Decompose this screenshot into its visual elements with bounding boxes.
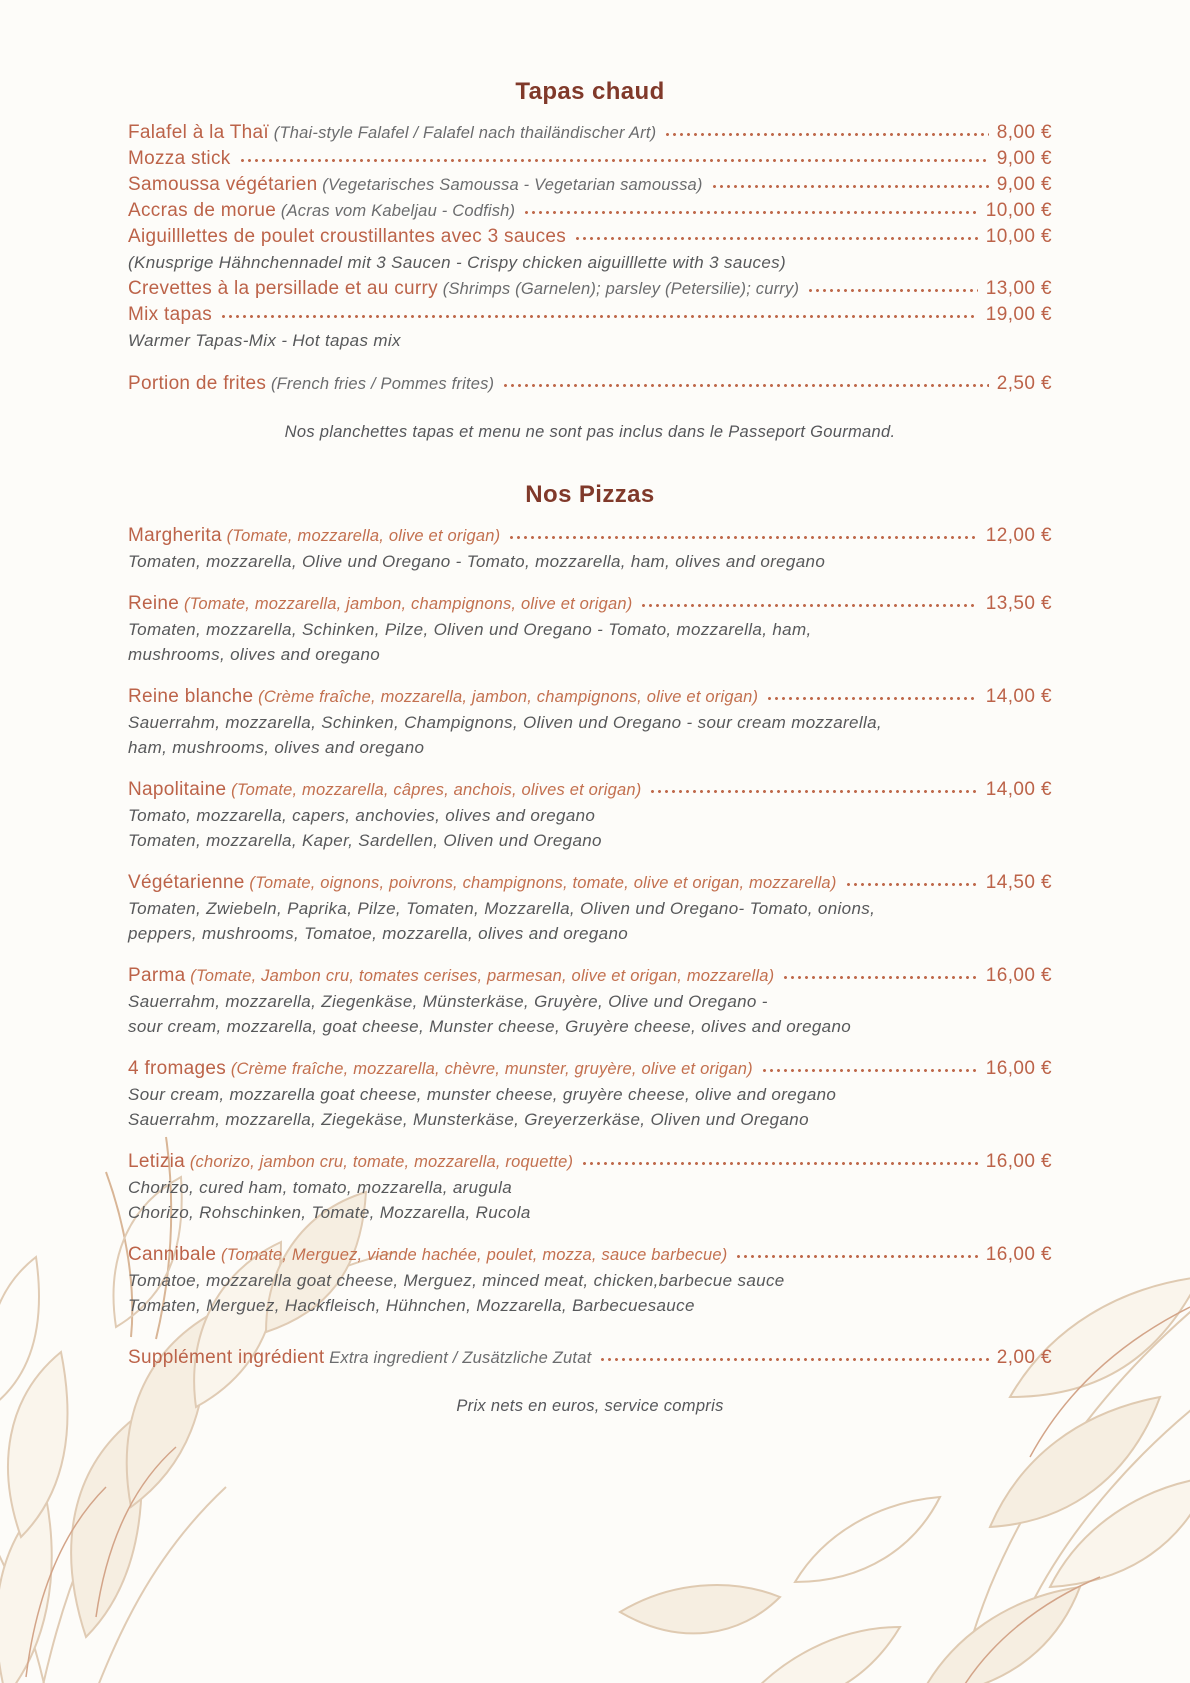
menu-item xyxy=(128,371,1052,397)
menu-content xyxy=(128,0,1052,1419)
dotted-leader xyxy=(599,1345,988,1371)
menu-item xyxy=(128,1242,1052,1319)
item-price: 13,50 € xyxy=(985,592,1052,614)
item-description: Warmer Tapas-Mix - Hot tapas mix xyxy=(128,330,401,350)
item-description: Tomaten, Zwiebeln, Paprika, Pilze, Tomaten, Mozzarella, Oliven und Oregano- Tomato, onions, xyxy=(128,898,876,918)
section-title-nos-pizzas: Nos Pizzas xyxy=(525,481,655,508)
item-name: Supplément ingrédient Extra ingredient / Zusätzliche Zutat xyxy=(128,1346,592,1368)
menu-item-row xyxy=(128,146,1052,172)
item-price: 12,00 € xyxy=(985,525,1052,546)
item-price: 16,00 € xyxy=(985,964,1052,986)
item-price: 9,00 € xyxy=(996,174,1052,195)
item-subtitle: (Vegetarisches Samoussa - Vegetarian samoussa) xyxy=(317,176,703,194)
item-price: 2,00 € xyxy=(996,1346,1052,1368)
menu-section-nos-pizzas xyxy=(128,481,1052,1419)
menu-item-row xyxy=(128,120,1052,146)
menu-item xyxy=(128,224,1052,276)
item-subtitle: Extra ingredient / Zusätzliche Zutat xyxy=(324,1348,592,1367)
item-price: 19,00 € xyxy=(985,303,1052,325)
item-price: 14,00 € xyxy=(985,685,1052,707)
menu-item-row xyxy=(128,1056,1052,1082)
item-price: 14,00 € xyxy=(985,778,1052,800)
item-subtitle: (Crème fraîche, mozzarella, jambon, champignons, olive et origan) xyxy=(253,687,759,706)
item-subtitle: (Acras vom Kabeljau - Codfish) xyxy=(276,202,516,220)
item-name: Végétarienne (Tomate, oignons, poivrons, champignons, tomate, olive et origan, mozzarella) xyxy=(128,871,837,893)
item-description: Tomato, mozzarella, capers, anchovies, olives and oregano xyxy=(128,805,596,825)
item-subtitle: (Tomate, Jambon cru, tomates cerises, parmesan, olive et origan, mozzarella) xyxy=(185,966,775,985)
item-description: Tomaten, mozzarella, Olive und Oregano - Tomato, mozzarella, ham, olives and oregano xyxy=(128,552,826,571)
item-price: 10,00 € xyxy=(985,226,1052,247)
item-price: 9,00 € xyxy=(996,148,1052,169)
item-subtitle: (Tomate, mozzarella, câpres, anchois, olives et origan) xyxy=(226,780,642,799)
item-name: Mix tapas xyxy=(128,303,213,325)
item-name: Letizia (chorizo, jambon cru, tomate, mozzarella, roquette) xyxy=(128,1150,574,1172)
menu-item-row xyxy=(128,870,1052,896)
item-name: Reine blanche (Crème fraîche, mozzarella, jambon, champignons, olive et origan) xyxy=(128,685,759,707)
menu-item xyxy=(128,591,1052,668)
dotted-leader xyxy=(640,591,977,617)
item-name: 4 fromages (Crème fraîche, mozzarella, chèvre, munster, gruyère, olive et origan) xyxy=(128,1057,753,1079)
menu-item xyxy=(128,870,1052,947)
item-description: Sauerrahm, mozzarella, Ziegekäse, Munsterkäse, Greyerzerkäse, Oliven und Oregano xyxy=(128,1110,809,1129)
item-subtitle: (chorizo, jambon cru, tomate, mozzarella, roquette) xyxy=(185,1152,574,1171)
item-name: Parma (Tomate, Jambon cru, tomates cerises, parmesan, olive et origan, mozzarella) xyxy=(128,964,775,986)
dotted-leader xyxy=(664,120,988,146)
menu-item xyxy=(128,1149,1052,1226)
item-subtitle: (French fries / Pommes frites) xyxy=(266,375,495,393)
item-name: Margherita (Tomate, mozzarella, olive et origan) xyxy=(128,525,501,546)
item-name: Napolitaine (Tomate, mozzarella, câpres, anchois, olives et origan) xyxy=(128,778,642,800)
item-name: Reine (Tomate, mozzarella, jambon, champignons, olive et origan) xyxy=(128,592,633,614)
dotted-leader xyxy=(649,777,977,803)
menu-item-row xyxy=(128,963,1052,989)
menu-item xyxy=(128,172,1052,198)
section-note-tapas-chaud: Nos planchettes tapas et menu ne sont pas inclus dans le Passeport Gourmand. xyxy=(284,423,896,441)
menu-item xyxy=(128,120,1052,146)
item-subtitle: (Tomate, mozzarella, jambon, champignons, olive et origan) xyxy=(179,594,633,613)
dotted-leader xyxy=(581,1149,978,1175)
item-description: sour cream, mozzarella, goat cheese, Munster cheese, Gruyère cheese, olives and oregano xyxy=(128,1017,852,1036)
menu-item-row xyxy=(128,1242,1052,1268)
menu-item xyxy=(128,1056,1052,1133)
item-price: 2,50 € xyxy=(996,373,1052,394)
dotted-leader xyxy=(782,963,977,989)
item-description: Sauerrahm, mozzarella, Ziegenkäse, Münsterkäse, Gruyère, Olive und Oregano - xyxy=(128,991,768,1011)
dotted-leader xyxy=(766,684,978,710)
item-description: Tomaten, Merguez, Hackfleisch, Hühnchen, Mozzarella, Barbecuesauce xyxy=(128,1296,695,1315)
dotted-leader xyxy=(523,198,978,224)
item-price: 10,00 € xyxy=(985,200,1052,221)
item-price: 14,50 € xyxy=(985,871,1052,893)
dotted-leader xyxy=(574,224,978,250)
menu-item-row xyxy=(128,172,1052,198)
dotted-leader xyxy=(761,1056,978,1082)
item-description: Tomaten, mozzarella, Kaper, Sardellen, Oliven und Oregano xyxy=(128,831,602,850)
dotted-leader xyxy=(220,302,978,328)
item-description: Sauerrahm, mozzarella, Schinken, Champignons, Oliven und Oregano - sour cream mozzarella, xyxy=(128,712,882,732)
item-subtitle: (Thai-style Falafel / Falafel nach thailändischer Art) xyxy=(269,124,657,142)
menu-item xyxy=(128,1345,1052,1371)
item-name: Samoussa végétarien (Vegetarisches Samoussa - Vegetarian samoussa) xyxy=(128,174,703,195)
item-description: ham, mushrooms, olives and oregano xyxy=(128,738,425,757)
menu-item xyxy=(128,523,1052,575)
item-subtitle: (Tomate, oignons, poivrons, champignons, tomate, olive et origan, mozzarella) xyxy=(244,873,837,892)
item-name: Aiguilllettes de poulet croustillantes avec 3 sauces xyxy=(128,226,567,247)
menu-item xyxy=(128,276,1052,302)
dotted-leader xyxy=(508,523,978,549)
menu-item xyxy=(128,963,1052,1040)
item-price: 8,00 € xyxy=(996,122,1052,143)
item-description: Tomaten, mozzarella, Schinken, Pilze, Oliven und Oregano - Tomato, mozzarella, ham, xyxy=(128,619,812,639)
menu-item xyxy=(128,146,1052,172)
dotted-leader xyxy=(807,276,978,302)
menu-item-row xyxy=(128,1345,1052,1371)
menu-item-row xyxy=(128,224,1052,250)
item-description: Chorizo, Rohschinken, Tomate, Mozzarella, Rucola xyxy=(128,1203,531,1222)
item-name: Cannibale (Tomate, Merguez, viande hachée, poulet, mozza, sauce barbecue) xyxy=(128,1243,728,1265)
menu-item xyxy=(128,198,1052,224)
item-description: Tomatoe, mozzarella goat cheese, Merguez, minced meat, chicken,barbecue sauce xyxy=(128,1270,785,1290)
menu-section-tapas-chaud xyxy=(128,78,1052,445)
dotted-leader xyxy=(735,1242,977,1268)
dotted-leader xyxy=(845,870,978,896)
item-name: Falafel à la Thaï (Thai-style Falafel / Falafel nach thailändischer Art) xyxy=(128,122,657,143)
item-name: Portion de frites (French fries / Pommes frites) xyxy=(128,373,495,394)
item-name: Mozza stick xyxy=(128,148,231,169)
item-description: Sour cream, mozzarella goat cheese, munster cheese, gruyère cheese, olive and oregano xyxy=(128,1084,837,1104)
dotted-leader xyxy=(711,172,989,198)
item-subtitle: (Tomate, mozzarella, olive et origan) xyxy=(221,527,501,545)
menu-item xyxy=(128,777,1052,854)
menu-item xyxy=(128,684,1052,761)
menu-item xyxy=(128,302,1052,354)
item-subtitle: (Shrimps (Garnelen); parsley (Petersilie); curry) xyxy=(437,279,800,298)
menu-item-row xyxy=(128,371,1052,397)
item-name: Accras de morue (Acras vom Kabeljau - Codfish) xyxy=(128,200,516,221)
section-title-tapas-chaud: Tapas chaud xyxy=(515,78,665,105)
dotted-leader xyxy=(239,146,989,172)
menu-item-row xyxy=(128,302,1052,328)
section-note-nos-pizzas: Prix nets en euros, service compris xyxy=(456,1396,724,1415)
item-description: (Knusprige Hähnchennadel mit 3 Saucen - Crispy chicken aiguilllette with 3 sauces) xyxy=(128,253,787,272)
menu-item-row xyxy=(128,523,1052,549)
item-description: mushrooms, olives and oregano xyxy=(128,645,381,664)
item-subtitle: (Tomate, Merguez, viande hachée, poulet, mozza, sauce barbecue) xyxy=(216,1245,728,1264)
item-price: 16,00 € xyxy=(985,1243,1052,1265)
menu-item-row xyxy=(128,276,1052,302)
menu-item-row xyxy=(128,684,1052,710)
item-name: Crevettes à la persillade et au curry (Shrimps (Garnelen); parsley (Petersilie); curry) xyxy=(128,277,800,299)
item-description: peppers, mushrooms, Tomatoe, mozzarella, olives and oregano xyxy=(128,924,629,943)
item-description: Chorizo, cured ham, tomato, mozzarella, arugula xyxy=(128,1177,513,1197)
item-subtitle: (Crème fraîche, mozzarella, chèvre, munster, gruyère, olive et origan) xyxy=(226,1059,753,1078)
menu-item-row xyxy=(128,591,1052,617)
menu-item-row xyxy=(128,1149,1052,1175)
menu-item-row xyxy=(128,198,1052,224)
item-price: 16,00 € xyxy=(985,1057,1052,1079)
menu-item-row xyxy=(128,777,1052,803)
dotted-leader xyxy=(502,371,989,397)
item-price: 16,00 € xyxy=(985,1150,1052,1172)
item-price: 13,00 € xyxy=(985,277,1052,299)
